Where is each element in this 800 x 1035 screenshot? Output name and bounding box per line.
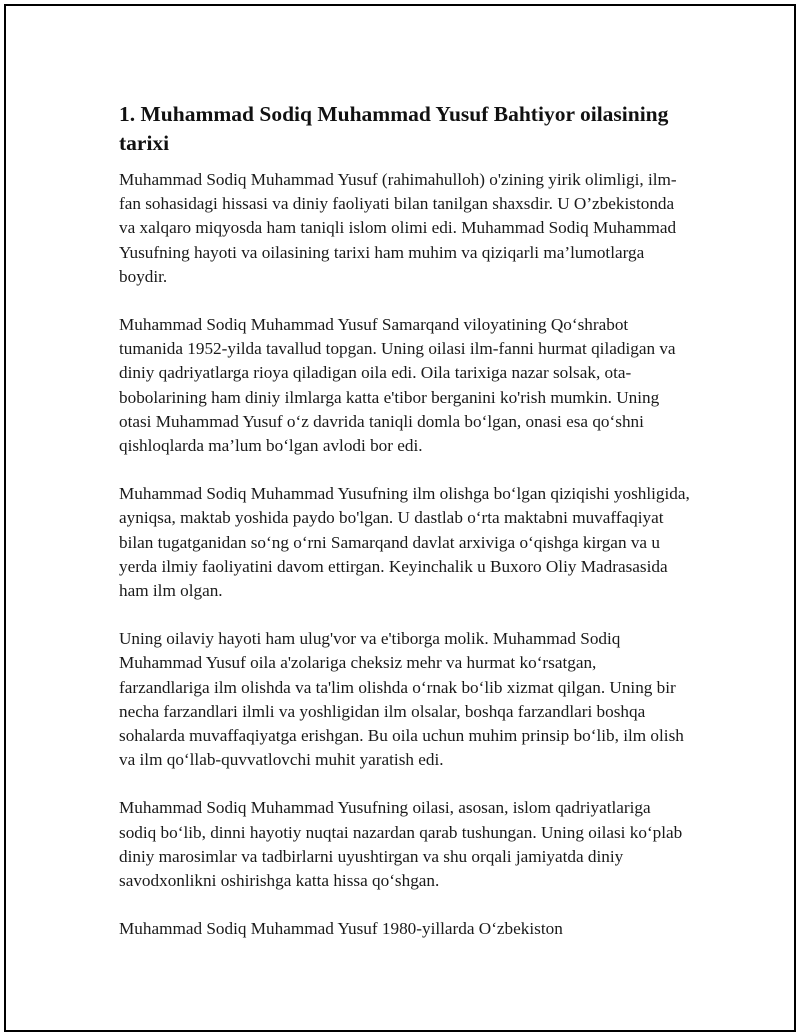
paragraph-continuation: Muhammad Sodiq Muhammad Yusuf 1980-yillarda O‘zbekiston — [119, 919, 563, 939]
paragraph-family-life: Uning oilaviy hayoti ham ulug'vor va e'tiborga molik. Muhammad Sodiq Muhammad Yusuf oila a'zolariga cheksiz mehr va hurmat ko‘rsatgan, farzandlariga ilm olishda va ta'lim olishda o‘rnak bo‘lib xizmat qilgan. Uning bir necha farzandlari ilmli va yoshligidan ilm olsalar, boshqa farzandlari boshqa sohalarda muvaffaqiyatga erishgan. Bu oila uchun muhim prinsip bo‘lib, ilm olish va ilm qo‘llab-quvvatlovchi muhit yaratish edi. — [119, 629, 684, 770]
section-heading: 1. Muhammad Sodiq Muhammad Yusuf Bahtiyor oilasining tarixi — [119, 102, 669, 155]
page-frame — [4, 4, 796, 1032]
paragraph-education: Muhammad Sodiq Muhammad Yusufning ilm olishga bo‘lgan qiziqishi yoshligida, ayniqsa, maktab yoshida paydo bo'lgan. U dastlab o‘rta maktabni muvaffaqiyat bilan tugatganidan so‘ng o‘rni Samarqand davlat arxiviga o‘qishga kirgan va u yerda ilmiy faoliyatini davom ettirgan. Keyinchalik u Buxoro Oliy Madrasasida ham ilm olgan. — [119, 484, 690, 601]
paragraph-family-values: Muhammad Sodiq Muhammad Yusufning oilasi, asosan, islom qadriyatlariga sodiq bo‘lib, dinni hayotiy nuqtai nazardan qarab tushungan. Uning oilasi ko‘plab diniy marosimlar va tadbirlarni uyushtirgan va shu orqali jamiyatda diniy savodxonlikni oshirishga katta hissa qo‘shgan. — [119, 798, 683, 891]
document-body — [119, 100, 691, 965]
paragraph-birth-family: Muhammad Sodiq Muhammad Yusuf Samarqand viloyatining Qo‘shrabot tumanida 1952-yilda tavallud topgan. Uning oilasi ilm-fanni hurmat qiladigan va diniy qadriyatlarga rioya qiladigan oila edi. Oila tarixiga nazar solsak, ota-bobolarining ham diniy ilmlarga katta e'tibor berganini ko'rish mumkin. Uning otasi Muhammad Yusuf o‘z davrida taniqli domla bo‘lgan, onasi esa qo‘shni qishloqlarda ma’lum bo‘lgan avlodi bor edi. — [119, 315, 676, 456]
paragraph-intro: Muhammad Sodiq Muhammad Yusuf (rahimahulloh) o'zining yirik olimligi, ilm-fan sohasidagi hissasi va diniy faoliyati bilan tanilgan shaxsdir. U O’zbekistonda va xalqaro miqyosda ham taniqli islom olimi edi. Muhammad Sodiq Muhammad Yusufning hayoti va oilasining tarixi ham muhim va qiziqarli ma’lumotlarga boydir. — [119, 170, 677, 286]
